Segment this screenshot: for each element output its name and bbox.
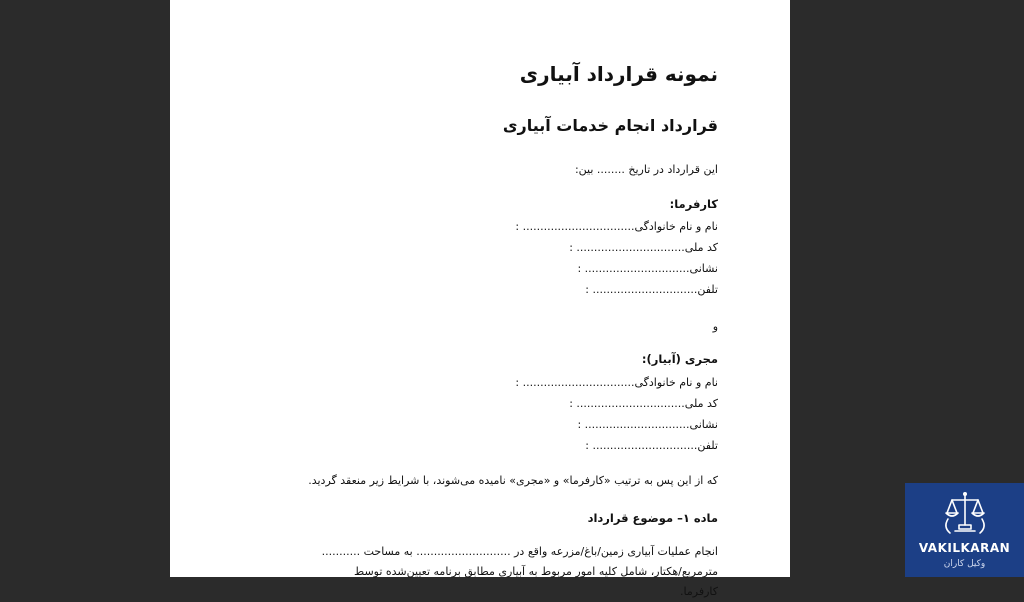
brand-name-fa: وکیل کاران (943, 559, 986, 569)
brand-name-en: VAKILKARAN (918, 541, 1011, 555)
employer-address: نشانی.............................. : (577, 262, 718, 275)
scales-of-justice-icon (940, 489, 990, 539)
contractor-heading: مجری (آبیار): (641, 352, 718, 366)
employer-heading: کارفرما: (669, 197, 718, 211)
employer-national-id: کد ملی............................... : (569, 241, 718, 254)
contractor-phone: تلفن.............................. : (585, 439, 718, 452)
employer-phone: تلفن.............................. : (585, 283, 718, 296)
document-subtitle: قرارداد انجام خدمات آبیاری (502, 116, 718, 135)
contractor-address: نشانی.............................. : (577, 418, 718, 431)
document-page (170, 0, 790, 598)
conjunction-and: و (712, 320, 718, 333)
intro-line: این قرارداد در تاریخ ........ بین: (574, 163, 718, 176)
naming-clause: که از این پس به ترتیب «کارفرما» و «مجری» نامیده می‌شوند، با شرایط زیر منعقد گردید. (308, 474, 718, 487)
contractor-national-id: کد ملی............................... : (569, 397, 718, 410)
vakilkaran-watermark (905, 483, 1024, 577)
document-title: نمونه قرارداد آبیاری (519, 62, 718, 86)
contractor-name: نام و نام خانوادگی................................ : (515, 376, 718, 389)
article-1-body: انجام عملیات آبیاری زمین/باغ/مزرعه واقع در ........................... به مساحت ........... مترمربع/هکتار، شامل کلیه امور مربوط به آبیاری مطابق برنامه تعیین‌شده توسط کارفرما. (321, 545, 718, 598)
article-1-heading: ماده ۱– موضوع قرارداد (587, 511, 718, 525)
employer-name: نام و نام خانوادگی................................ : (515, 220, 718, 233)
